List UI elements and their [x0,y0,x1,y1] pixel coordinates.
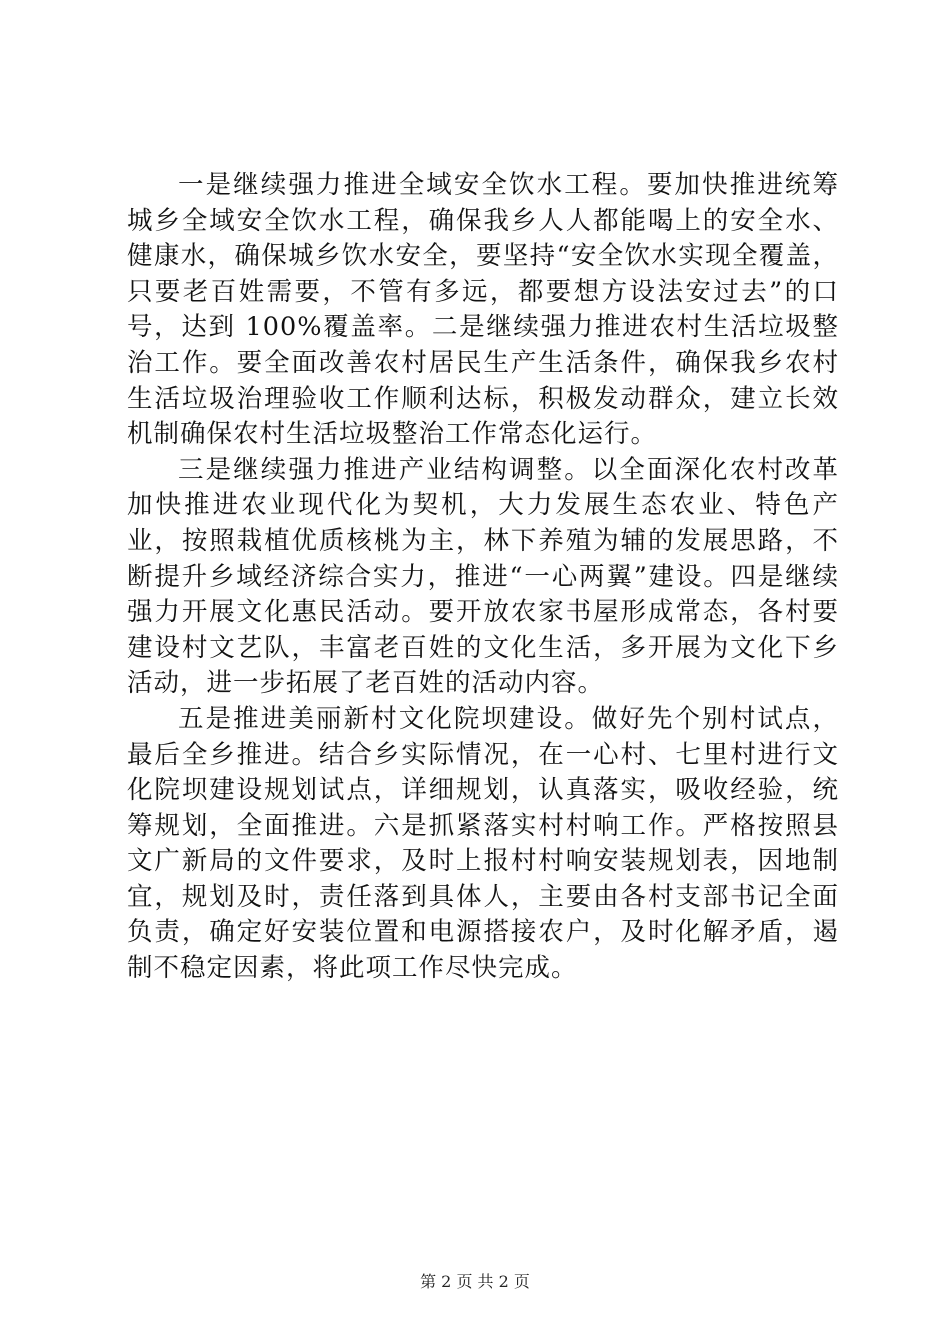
paragraph-2: 三是继续强力推进产业结构调整。以全面深化农村改革加快推进农业现代化为契机，大力发展生态农业、特色产业，按照栽植优质核桃为主，林下养殖为辅的发展思路，不断提升乡域经济综合实力，推进“一心两翼”建设。四是继续强力开展文化惠民活动。要开放农家书屋形成常态，各村要建设村文艺队，丰富老百姓的文化生活，多开展为文化下乡活动，进一步拓展了老百姓的活动内容。 [127,454,839,699]
page-footer: 第 2 页 共 2 页 [420,1272,530,1291]
body-text [127,168,839,987]
paragraph-3: 五是推进美丽新村文化院坝建设。做好先个别村试点，最后全乡推进。结合乡实际情况，在一心村、七里村进行文化院坝建设规划试点，详细规划，认真落实，吸收经验，统筹规划，全面推进。六是抓紧落实村村响工作。严格按照县文广新局的文件要求，及时上报村村响安装规划表，因地制宜，规划及时，责任落到具体人，主要由各村支部书记全面负责，确定好安装位置和电源搭接农户，及时化解矛盾，遏制不稳定因素，将此项工作尽快完成。 [127,703,839,984]
paragraph-1: 一是继续强力推进全域安全饮水工程。要加快推进统筹城乡全域安全饮水工程，确保我乡人人都能喝上的安全水、健康水，确保城乡饮水安全，要坚持“安全饮水实现全覆盖，只要老百姓需要，不管有多远，都要想方设法安过去”的口号，达到 100%覆盖率。二是继续强力推进农村生活垃圾整治工作。要全面改善农村居民生产生活条件，确保我乡农村生活垃圾治理验收工作顺利达标，积极发动群众，建立长效机制确保农村生活垃圾整治工作常态化运行。 [127,170,839,450]
